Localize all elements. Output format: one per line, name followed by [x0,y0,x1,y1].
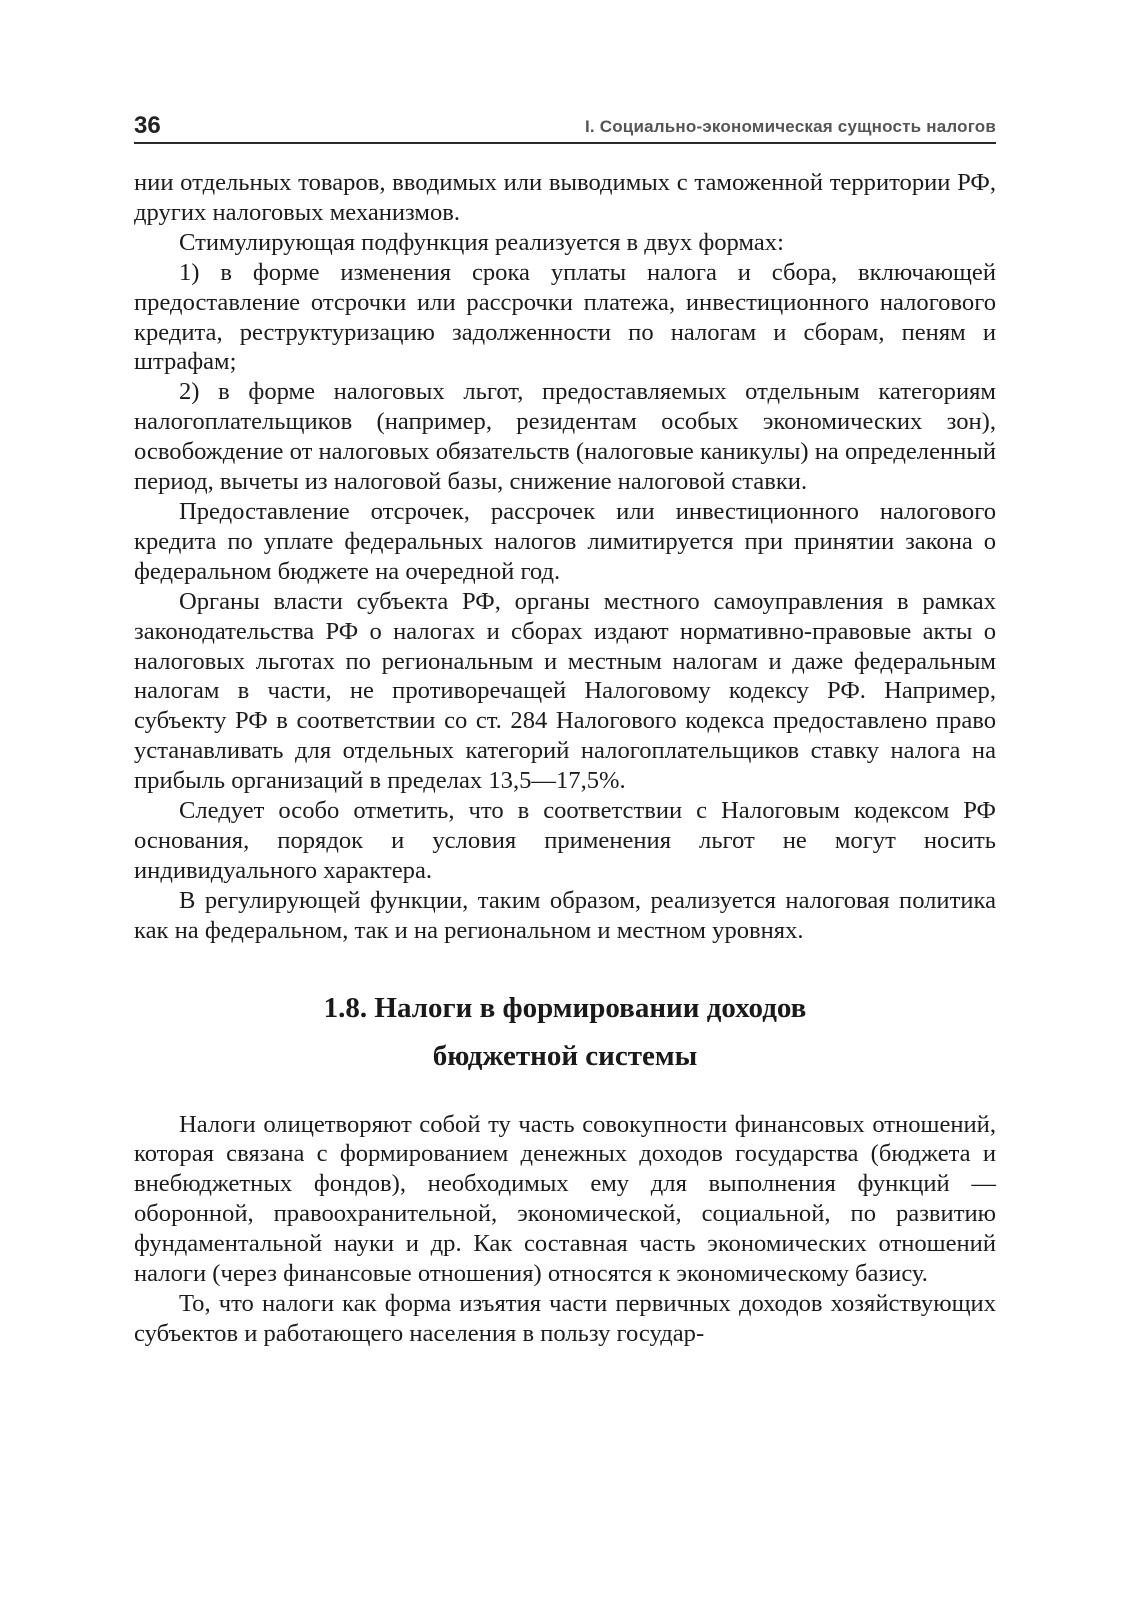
paragraph: Следует особо отметить, что в соответствии с Налоговым кодексом РФ основания, порядок и условия применения льгот не могут носить индивидуального характера. [134,797,996,884]
section-heading-line: 1.8. Налоги в формировании доходов [323,991,807,1024]
running-head [134,108,996,144]
paragraph-list-item: 1) в форме изменения срока уплаты налога и сбора, включающей предоставление отсрочки или рассрочки платежа, инвестиционного налогового кредита, реструктуризацию задолженности по налогам и сборам, пеням и штрафам; [134,258,996,376]
section-heading-line: бюджетной системы [432,1039,698,1072]
running-title: I. Социально-экономическая сущность налогов [584,117,996,136]
body-text [134,168,996,1349]
paragraph-continuation: нии отдельных товаров, вводимых или выводимых с таможенной территории РФ, других налоговых механизмов. [134,169,996,226]
paragraph: Налоги олицетворяют собой ту часть совокупности финансовых отношений, которая связана с формированием денежных доходов государства (бюджета и внебюджетных фондов), необходимых ему для выполнения функций — оборонной, правоохранительной, экономической, социальной, по развитию фундаментальной науки и др. Как составная часть экономических отношений налоги (через финансовые отношения) относятся к экономическому базису. [134,1110,996,1288]
book-page [134,108,996,1349]
paragraph: Предоставление отсрочек, рассрочек или инвестиционного налогового кредита по уплате федеральных налогов лимитируется при принятии закона о федеральном бюджете на очередной год. [134,497,996,585]
paragraph-list-item: 2) в форме налоговых льгот, предоставляемых отдельным категориям налогоплательщиков (например, резидентам особых экономических зон), освобождение от налоговых обязательств (налоговые каникулы) на определенный период, вычеты из налоговой базы, снижение налоговой ставки. [134,378,996,496]
page-number: 36 [134,112,161,139]
paragraph: Стимулирующая подфункция реализуется в двух формах: [179,228,784,256]
paragraph: Органы власти субъекта РФ, органы местного самоуправления в рамках законодательства РФ о налогах и сборах издают нормативно-правовые акты о налоговых льготах по региональным и местным налогам и даже федеральным налогам в части, не противоречащей Налоговому кодексу РФ. Например, субъекту РФ в соответствии со ст. 284 Налогового кодекса предоставлено право устанавливать для отдельных категорий налогоплательщиков ставку налога на прибыль организаций в пределах 13,5—17,5%. [134,587,996,795]
section-heading [134,984,996,1080]
paragraph: То, что налоги как форма изъятия части первичных доходов хозяйствующих субъектов и работающего населения в пользу государ- [134,1290,996,1347]
paragraph: В регулирующей функции, таким образом, реализуется налоговая политика как на федеральном, так и на региональном и местном уровнях. [134,886,996,944]
